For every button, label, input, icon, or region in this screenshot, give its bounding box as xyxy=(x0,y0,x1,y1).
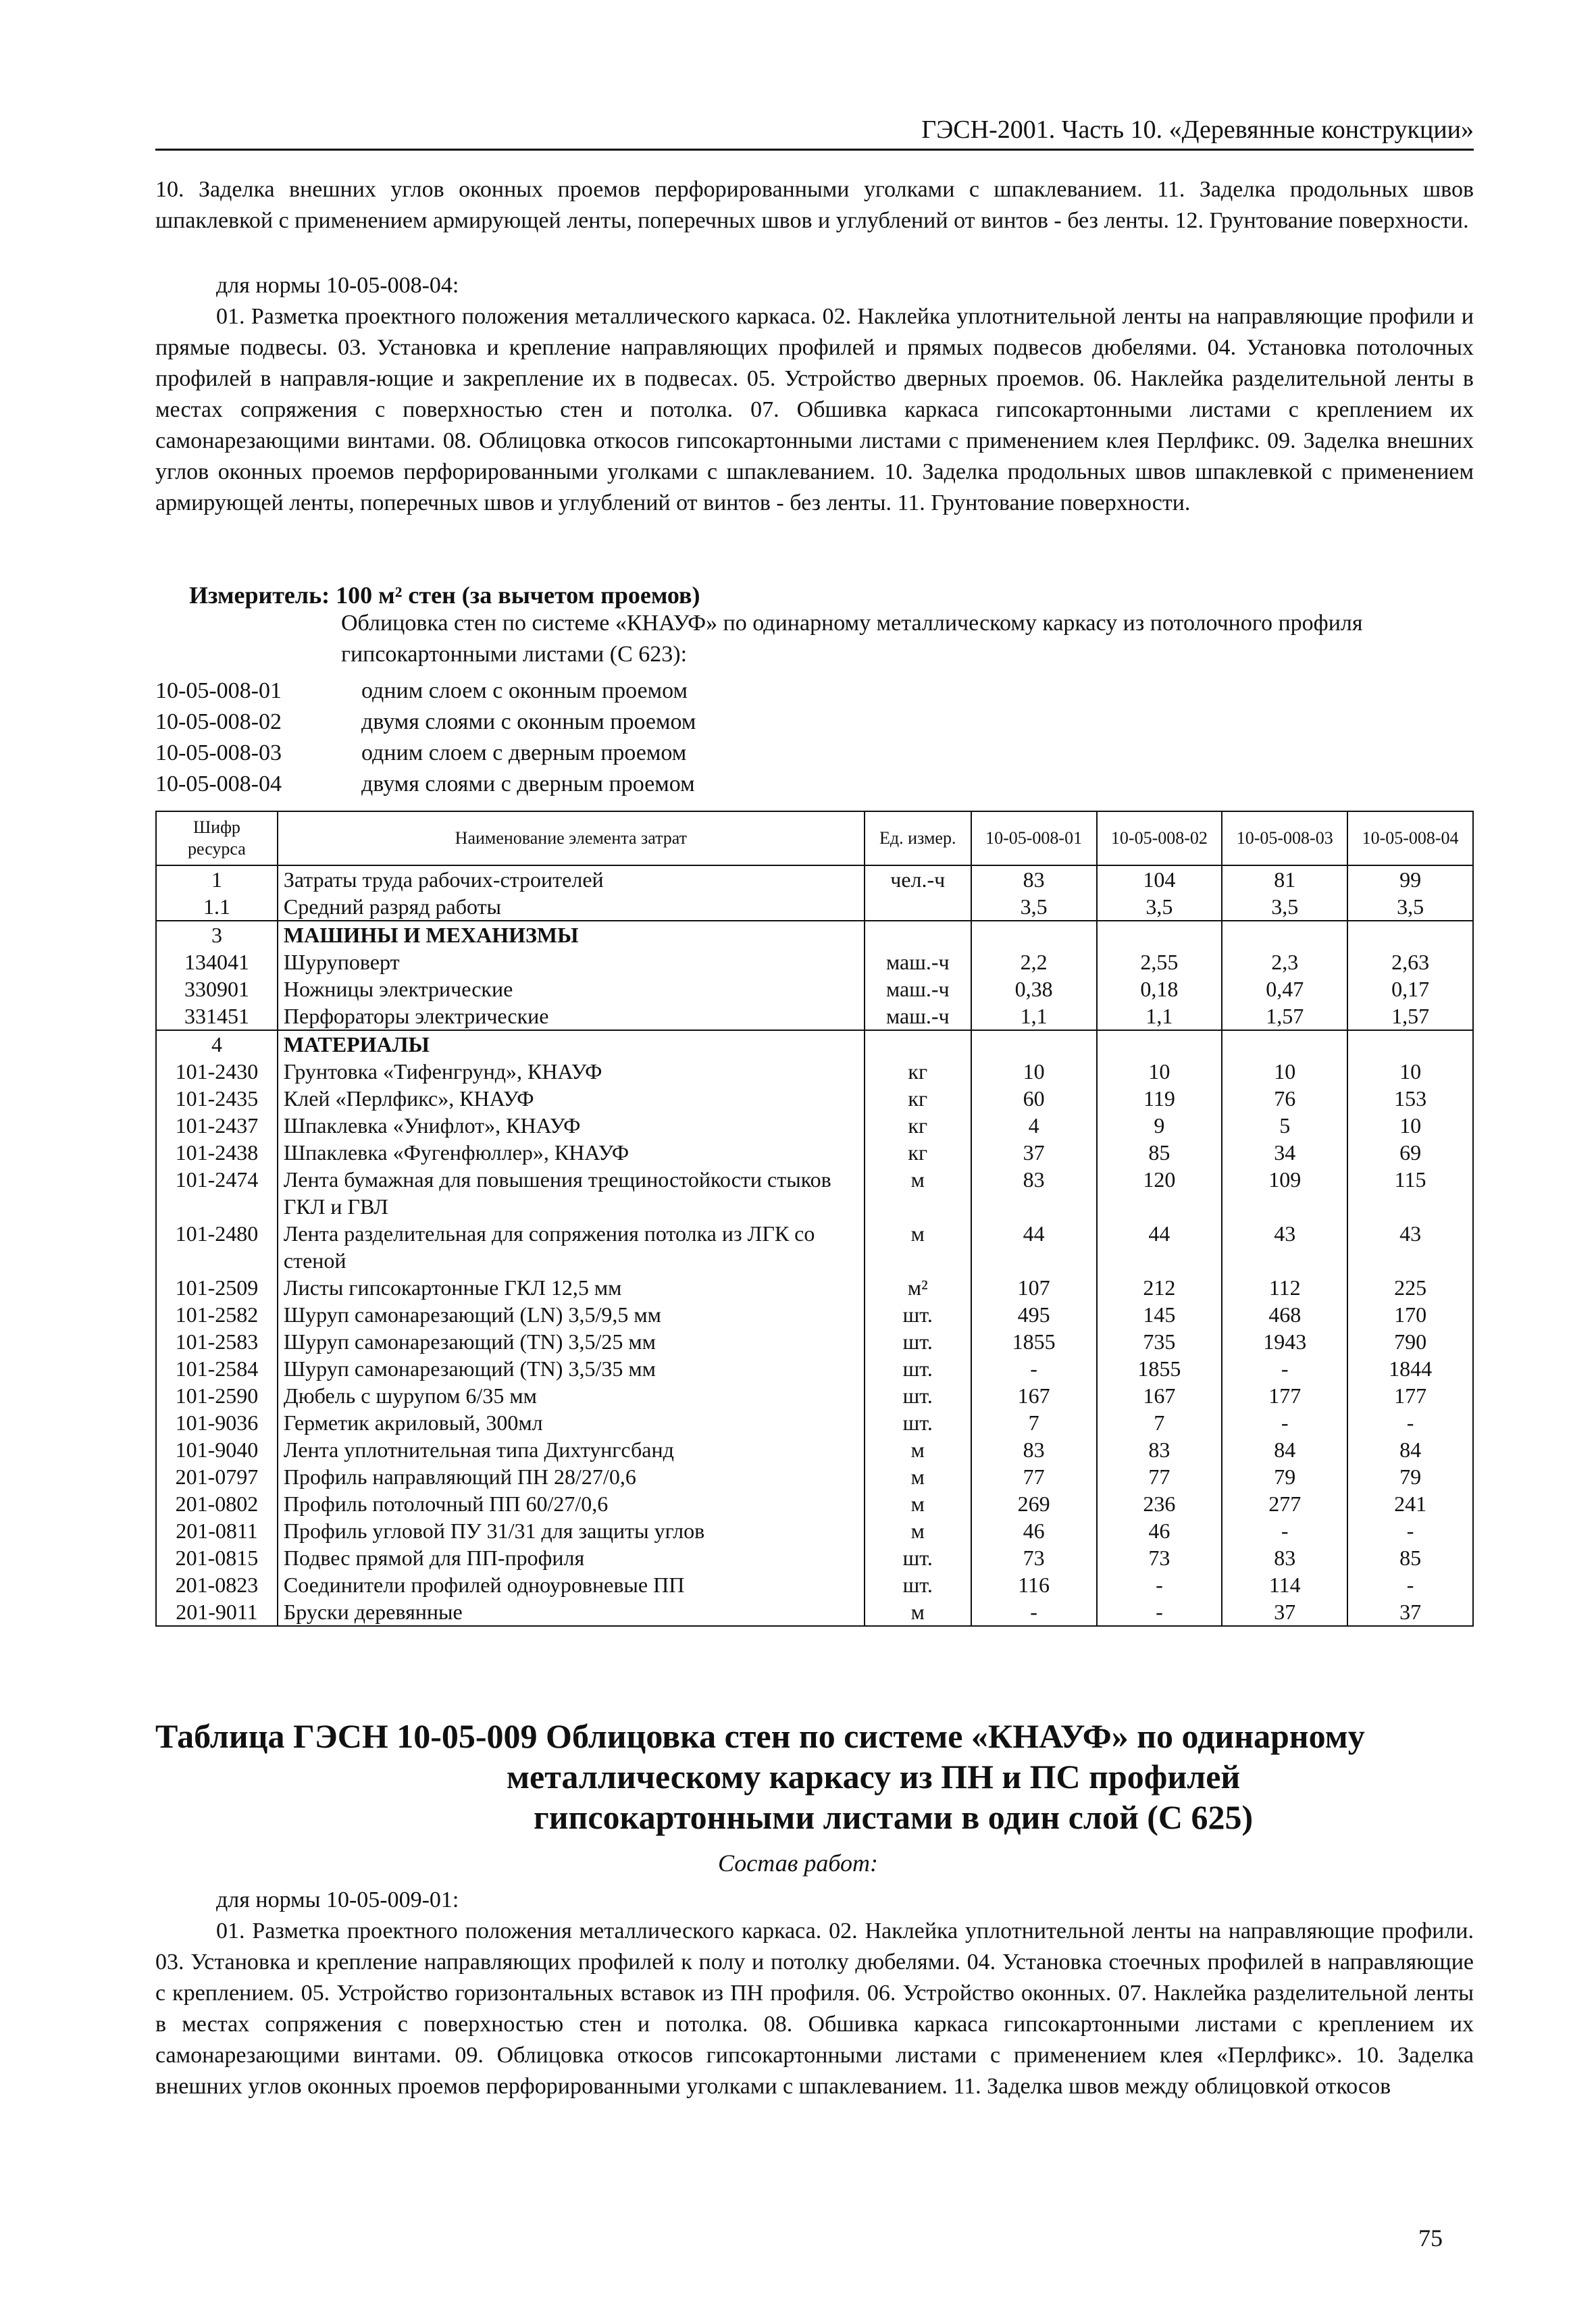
cell-norm-value: 5 xyxy=(1222,1112,1347,1139)
cell-norm-value: - xyxy=(971,1355,1097,1382)
cell-unit: кг xyxy=(865,1139,971,1166)
cell-resource-code: 3 xyxy=(156,921,278,948)
cell-norm-value: 76 xyxy=(1222,1085,1347,1112)
table-row xyxy=(156,1220,1473,1274)
cell-norm-value: 79 xyxy=(1222,1463,1347,1490)
cell-cost-element: Дюбель с шурупом 6/35 мм xyxy=(278,1382,865,1409)
page-number: 75 xyxy=(1418,2225,1443,2252)
cell-norm-value: 37 xyxy=(1222,1598,1347,1626)
cell-resource-code: 201-0811 xyxy=(156,1517,278,1544)
cell-norm-value: 10 xyxy=(971,1058,1097,1085)
section-subtitle: Состав работ: xyxy=(718,1850,878,1877)
cell-norm-value: 3,5 xyxy=(1347,893,1473,921)
table-row xyxy=(156,1409,1473,1436)
cell-norm-value: 43 xyxy=(1222,1220,1347,1274)
cell-norm-value xyxy=(971,921,1097,948)
cell-norm-value: 81 xyxy=(1222,865,1347,893)
cell-resource-code: 201-0802 xyxy=(156,1490,278,1517)
cell-norm-value: 83 xyxy=(971,1166,1097,1220)
cell-norm-value: 83 xyxy=(1097,1436,1222,1463)
cell-norm-value: 9 xyxy=(1097,1112,1222,1139)
cell-cost-element: Грунтовка «Тифенгрунд», КНАУФ xyxy=(278,1058,865,1085)
cell-resource-code: 201-9011 xyxy=(156,1598,278,1626)
cell-cost-element: Ножницы электрические xyxy=(278,975,865,1002)
column-header-norm-03: 10-05-008-03 xyxy=(1222,811,1347,865)
cell-resource-code: 331451 xyxy=(156,1002,278,1030)
cell-norm-value: 85 xyxy=(1347,1544,1473,1571)
cell-norm-value: 112 xyxy=(1222,1274,1347,1301)
cell-norm-value: 44 xyxy=(971,1220,1097,1274)
cell-norm-value: 120 xyxy=(1097,1166,1222,1220)
cell-unit: маш.-ч xyxy=(865,948,971,975)
norm-name: одним слоем с дверным проемом xyxy=(361,740,687,765)
cell-norm-value: 83 xyxy=(971,865,1097,893)
cell-norm-value: - xyxy=(1222,1355,1347,1382)
cell-unit: шт. xyxy=(865,1409,971,1436)
cell-norm-value: 34 xyxy=(1222,1139,1347,1166)
cell-norm-value: 225 xyxy=(1347,1274,1473,1301)
cell-norm-value: 10 xyxy=(1097,1058,1222,1085)
cell-norm-value: 116 xyxy=(971,1571,1097,1598)
paragraph-work-items-end: 10. Заделка внешних углов оконных проемов перфорированными уголками с шпаклеванием. 11. Заделка продольных швов шпаклевкой с применением армирующей ленты, поперечных швов и углублений от винтов - без ленты. 12. Грунтование поверхности. xyxy=(155,177,1474,233)
cell-norm-value: - xyxy=(1347,1517,1473,1544)
section-title-line: Таблица ГЭСН 10-05-009 Облицовка стен по системе «КНАУФ» по одинарному xyxy=(155,1717,1365,1755)
cell-unit: шт. xyxy=(865,1382,971,1409)
cell-norm-value: 4 xyxy=(971,1112,1097,1139)
cell-resource-code: 101-2583 xyxy=(156,1328,278,1355)
cell-cost-element: Профиль угловой ПУ 31/31 для защиты углов xyxy=(278,1517,865,1544)
cell-unit: м xyxy=(865,1490,971,1517)
table-row xyxy=(156,1301,1473,1328)
table-row xyxy=(156,1598,1473,1626)
cell-cost-element: Лента разделительная для сопряжения потолка из ЛГК со стеной xyxy=(278,1220,865,1274)
table-row xyxy=(156,1085,1473,1112)
cell-cost-element: Шуруп самонарезающий (LN) 3,5/9,5 мм xyxy=(278,1301,865,1328)
cell-norm-value: 1,1 xyxy=(971,1002,1097,1030)
cell-cost-element: Перфораторы электрические xyxy=(278,1002,865,1030)
norm-label-009-01: для нормы 10-05-009-01: xyxy=(216,1887,459,1912)
table-row xyxy=(156,948,1473,975)
cell-norm-value: 73 xyxy=(971,1544,1097,1571)
cell-norm-value: 212 xyxy=(1097,1274,1222,1301)
cell-resource-code: 101-2582 xyxy=(156,1301,278,1328)
norm-variants-list xyxy=(155,676,1474,800)
cell-norm-value: 0,47 xyxy=(1222,975,1347,1002)
cell-unit: м xyxy=(865,1220,971,1274)
cell-unit: шт. xyxy=(865,1571,971,1598)
table-row xyxy=(156,893,1473,921)
cell-norm-value: 1855 xyxy=(971,1328,1097,1355)
cell-norm-value: 495 xyxy=(971,1301,1097,1328)
cell-resource-code: 201-0815 xyxy=(156,1544,278,1571)
cell-resource-code: 1.1 xyxy=(156,893,278,921)
table-section-row xyxy=(156,921,1473,948)
table-row xyxy=(156,1274,1473,1301)
cell-norm-value: 77 xyxy=(971,1463,1097,1490)
norm-code: 10-05-008-03 xyxy=(155,740,282,765)
cell-norm-value: 115 xyxy=(1347,1166,1473,1220)
table-row xyxy=(156,1112,1473,1139)
cell-norm-value: 269 xyxy=(971,1490,1097,1517)
cell-cost-element: Листы гипсокартонные ГКЛ 12,5 мм xyxy=(278,1274,865,1301)
cell-unit: чел.-ч xyxy=(865,865,971,893)
cell-norm-value: 1,1 xyxy=(1097,1002,1222,1030)
cell-cost-element: Шпаклевка «Фугенфюллер», КНАУФ xyxy=(278,1139,865,1166)
table-row xyxy=(156,1517,1473,1544)
cell-norm-value: 37 xyxy=(971,1139,1097,1166)
cell-unit: шт. xyxy=(865,1355,971,1382)
cell-norm-value: 73 xyxy=(1097,1544,1222,1571)
cell-unit: маш.-ч xyxy=(865,975,971,1002)
cell-norm-value: - xyxy=(1222,1517,1347,1544)
cell-norm-value: - xyxy=(1222,1409,1347,1436)
paragraph-work-composition-008-04: 01. Разметка проектного положения металлического каркаса. 02. Наклейка уплотнительной ленты на направляющие профили и прямые подвесы. 03. Установка и крепление направляющих профилей и прямых подвесов дюбелями. 04. Установка потолочных профилей в направля-ющие и закрепление их в подвесах. 05. Устройство дверных проемов. 06. Наклейка разделительной ленты в местах сопряжения с поверхностью стен и потолка. 07. Обшивка каркаса гипсокартонными листами с креплением их самонарезающими винтами. 08. Облицовка откосов гипсокартонными листами с применением клея Перлфикс. 09. Заделка внешних углов оконных проемов перфорированными уголками с шпаклеванием. 10. Заделка продольных швов шпаклевкой с применением армирующей ленты, поперечных швов и углублений от винтов - без ленты. 11. Грунтование поверхности. xyxy=(155,304,1474,515)
cell-norm-value: 79 xyxy=(1347,1463,1473,1490)
norm-code: 10-05-008-04 xyxy=(155,771,282,796)
cell-cost-element: МАТЕРИАЛЫ xyxy=(278,1030,865,1058)
cell-norm-value: 468 xyxy=(1222,1301,1347,1328)
table-row xyxy=(156,1058,1473,1085)
table-row xyxy=(156,1328,1473,1355)
cell-norm-value: 153 xyxy=(1347,1085,1473,1112)
cell-resource-code: 101-2480 xyxy=(156,1220,278,1274)
cell-norm-value: 3,5 xyxy=(1222,893,1347,921)
cell-unit: маш.-ч xyxy=(865,1002,971,1030)
cell-norm-value: 99 xyxy=(1347,865,1473,893)
cell-unit: м xyxy=(865,1436,971,1463)
cell-norm-value: 104 xyxy=(1097,865,1222,893)
cell-norm-value xyxy=(1222,921,1347,948)
cell-resource-code: 101-2438 xyxy=(156,1139,278,1166)
cell-resource-code: 101-2430 xyxy=(156,1058,278,1085)
cell-norm-value: - xyxy=(971,1598,1097,1626)
cell-unit: шт. xyxy=(865,1301,971,1328)
cell-unit xyxy=(865,921,971,948)
norm-name: одним слоем с оконным проемом xyxy=(361,678,688,703)
cell-resource-code: 134041 xyxy=(156,948,278,975)
cell-norm-value: 2,63 xyxy=(1347,948,1473,975)
cell-norm-value: 43 xyxy=(1347,1220,1473,1274)
cell-norm-value: 84 xyxy=(1347,1436,1473,1463)
table-row xyxy=(156,1544,1473,1571)
cell-norm-value: 85 xyxy=(1097,1139,1222,1166)
cell-norm-value: 7 xyxy=(971,1409,1097,1436)
section-title xyxy=(155,1716,1474,1837)
table-row xyxy=(156,1490,1473,1517)
cell-norm-value: 10 xyxy=(1347,1112,1473,1139)
cell-norm-value: 60 xyxy=(971,1085,1097,1112)
norm-variant xyxy=(155,707,1474,738)
cell-norm-value xyxy=(971,1030,1097,1058)
cell-norm-value: - xyxy=(1347,1409,1473,1436)
cell-unit: м xyxy=(865,1517,971,1544)
cell-norm-value: 83 xyxy=(971,1436,1097,1463)
table-row xyxy=(156,1436,1473,1463)
cell-norm-value: 1855 xyxy=(1097,1355,1222,1382)
cell-cost-element: Шуруп самонарезающий (TN) 3,5/35 мм xyxy=(278,1355,865,1382)
cell-norm-value: 3,5 xyxy=(1097,893,1222,921)
cell-resource-code: 101-2474 xyxy=(156,1166,278,1220)
cell-unit: кг xyxy=(865,1085,971,1112)
cell-norm-value: 167 xyxy=(1097,1382,1222,1409)
norm-name: двумя слоями с дверным проемом xyxy=(361,771,695,796)
cell-resource-code: 101-2435 xyxy=(156,1085,278,1112)
table-row xyxy=(156,1139,1473,1166)
cell-norm-value: 177 xyxy=(1222,1382,1347,1409)
cell-norm-value: 119 xyxy=(1097,1085,1222,1112)
cell-unit: м xyxy=(865,1463,971,1490)
paragraph-work-composition-009-01: 01. Разметка проектного положения металлического каркаса. 02. Наклейка уплотнительной ленты на направляющие профили. 03. Установка и крепление направляющих профилей к полу и потолку дюбелями. 04. Установка стоечных профилей в направляющие с креплением. 05. Устройство горизонтальных вставок из ПН профиля. 06. Устройство оконных. 07. Наклейка разделительной ленты в местах сопряжения с поверхностью стен и потолка. 08. Обшивка каркаса гипсокартонными листами с креплением их самонарезающими винтами. 09. Облицовка откосов гипсокартонными листами с применением клея «Перлфикс». 10. Заделка внешних углов оконных проемов перфорированными уголками с шпаклеванием. 11. Заделка швов между облицовкой откосов xyxy=(155,1918,1474,2099)
cell-resource-code: 101-9040 xyxy=(156,1436,278,1463)
table-header-row xyxy=(156,811,1473,865)
cell-norm-value xyxy=(1097,921,1222,948)
cell-norm-value: 10 xyxy=(1347,1058,1473,1085)
cell-resource-code: 4 xyxy=(156,1030,278,1058)
cell-norm-value: 109 xyxy=(1222,1166,1347,1220)
cell-norm-value: 167 xyxy=(971,1382,1097,1409)
cell-cost-element: Шуруповерт xyxy=(278,948,865,975)
column-header-norm-01: 10-05-008-01 xyxy=(971,811,1097,865)
cell-norm-value: 0,18 xyxy=(1097,975,1222,1002)
cell-resource-code: 101-2584 xyxy=(156,1355,278,1382)
norm-variant xyxy=(155,769,1474,800)
cell-cost-element: МАШИНЫ И МЕХАНИЗМЫ xyxy=(278,921,865,948)
cell-norm-value: 69 xyxy=(1347,1139,1473,1166)
cell-cost-element: Профиль потолочный ПП 60/27/0,6 xyxy=(278,1490,865,1517)
table-row xyxy=(156,1463,1473,1490)
cell-norm-value xyxy=(1347,921,1473,948)
cell-cost-element: Клей «Перлфикс», КНАУФ xyxy=(278,1085,865,1112)
table-row xyxy=(156,975,1473,1002)
column-header-unit: Ед. измер. xyxy=(865,811,971,865)
cell-norm-value: 10 xyxy=(1222,1058,1347,1085)
cell-resource-code: 201-0823 xyxy=(156,1571,278,1598)
cell-resource-code: 101-2509 xyxy=(156,1274,278,1301)
cost-elements-table xyxy=(155,811,1474,1627)
cell-cost-element: Бруски деревянные xyxy=(278,1598,865,1626)
norm-variant xyxy=(155,676,1474,707)
cell-norm-value: 83 xyxy=(1222,1544,1347,1571)
norm-variant xyxy=(155,738,1474,769)
column-header-resource-code: Шифр ресурса xyxy=(156,811,278,865)
cell-resource-code: 330901 xyxy=(156,975,278,1002)
cell-norm-value: 46 xyxy=(971,1517,1097,1544)
cell-norm-value: 1943 xyxy=(1222,1328,1347,1355)
cell-cost-element: Шуруп самонарезающий (TN) 3,5/25 мм xyxy=(278,1328,865,1355)
cell-unit: м² xyxy=(865,1274,971,1301)
cell-resource-code: 101-2590 xyxy=(156,1382,278,1409)
cell-norm-value: - xyxy=(1097,1571,1222,1598)
cell-cost-element: Лента уплотнительная типа Дихтунгсбанд xyxy=(278,1436,865,1463)
cell-norm-value: 2,3 xyxy=(1222,948,1347,975)
cell-unit: кг xyxy=(865,1058,971,1085)
table-row xyxy=(156,1166,1473,1220)
cell-norm-value: 46 xyxy=(1097,1517,1222,1544)
table-body xyxy=(156,865,1473,1626)
cell-norm-value: - xyxy=(1347,1571,1473,1598)
cell-norm-value: 2,55 xyxy=(1097,948,1222,975)
cell-norm-value: 44 xyxy=(1097,1220,1222,1274)
cell-cost-element: Средний разряд работы xyxy=(278,893,865,921)
cell-unit: м xyxy=(865,1598,971,1626)
table-row xyxy=(156,1382,1473,1409)
cell-unit xyxy=(865,893,971,921)
table-row xyxy=(156,1355,1473,1382)
norm-code: 10-05-008-01 xyxy=(155,678,282,703)
cell-cost-element: Лента бумажная для повышения трещиностойкости стыков ГКЛ и ГВЛ xyxy=(278,1166,865,1220)
cell-norm-value: 7 xyxy=(1097,1409,1222,1436)
cell-norm-value xyxy=(1347,1030,1473,1058)
cell-norm-value: 0,17 xyxy=(1347,975,1473,1002)
cell-norm-value: 735 xyxy=(1097,1328,1222,1355)
cell-norm-value: 1,57 xyxy=(1347,1002,1473,1030)
norm-group-description: Облицовка стен по системе «КНАУФ» по одинарному металлическому каркасу из потолочного профиля гипсокартонными листами (С 623): xyxy=(341,611,1363,667)
cell-unit: м xyxy=(865,1166,971,1220)
table-section-row xyxy=(156,865,1473,893)
table-section-row xyxy=(156,1030,1473,1058)
cell-cost-element: Затраты труда рабочих-строителей xyxy=(278,865,865,893)
norm-label-008-04: для нормы 10-05-008-04: xyxy=(216,273,459,298)
cell-cost-element: Соединители профилей одноуровневые ПП xyxy=(278,1571,865,1598)
cell-norm-value xyxy=(1222,1030,1347,1058)
cell-unit: шт. xyxy=(865,1328,971,1355)
cell-norm-value: 37 xyxy=(1347,1598,1473,1626)
cell-unit: кг xyxy=(865,1112,971,1139)
column-header-norm-04: 10-05-008-04 xyxy=(1347,811,1473,865)
cell-norm-value: 790 xyxy=(1347,1328,1473,1355)
cell-norm-value: - xyxy=(1097,1598,1222,1626)
cell-norm-value: 0,38 xyxy=(971,975,1097,1002)
cell-norm-value: 236 xyxy=(1097,1490,1222,1517)
cell-norm-value: 170 xyxy=(1347,1301,1473,1328)
cell-norm-value xyxy=(1097,1030,1222,1058)
cell-resource-code: 101-9036 xyxy=(156,1409,278,1436)
cell-norm-value: 241 xyxy=(1347,1490,1473,1517)
cell-resource-code: 1 xyxy=(156,865,278,893)
cell-norm-value: 145 xyxy=(1097,1301,1222,1328)
cell-norm-value: 84 xyxy=(1222,1436,1347,1463)
section-title-line: гипсокартонными листами в один слой (С 625) xyxy=(534,1798,1254,1836)
cell-cost-element: Профиль направляющий ПН 28/27/0,6 xyxy=(278,1463,865,1490)
cell-norm-value: 277 xyxy=(1222,1490,1347,1517)
table-row xyxy=(156,1002,1473,1030)
running-header: ГЭСН-2001. Часть 10. «Деревянные конструкции» xyxy=(155,115,1474,151)
cell-norm-value: 2,2 xyxy=(971,948,1097,975)
cell-norm-value: 1,57 xyxy=(1222,1002,1347,1030)
column-header-norm-02: 10-05-008-02 xyxy=(1097,811,1222,865)
measurement-unit: Измеритель: 100 м² стен (за вычетом проемов) xyxy=(189,582,700,609)
cell-cost-element: Шпаклевка «Унифлот», КНАУФ xyxy=(278,1112,865,1139)
column-header-cost-element: Наименование элемента затрат xyxy=(278,811,865,865)
cell-resource-code: 101-2437 xyxy=(156,1112,278,1139)
cell-resource-code: 201-0797 xyxy=(156,1463,278,1490)
cell-unit xyxy=(865,1030,971,1058)
cell-norm-value: 1844 xyxy=(1347,1355,1473,1382)
table-row xyxy=(156,1571,1473,1598)
cell-unit: шт. xyxy=(865,1544,971,1571)
cell-norm-value: 107 xyxy=(971,1274,1097,1301)
cell-cost-element: Подвес прямой для ПП-профиля xyxy=(278,1544,865,1571)
norm-code: 10-05-008-02 xyxy=(155,709,282,734)
cell-norm-value: 177 xyxy=(1347,1382,1473,1409)
section-title-line: металлическому каркасу из ПН и ПС профилей xyxy=(507,1758,1241,1796)
norm-name: двумя слоями с оконным проемом xyxy=(361,709,696,734)
cell-norm-value: 114 xyxy=(1222,1571,1347,1598)
cell-norm-value: 77 xyxy=(1097,1463,1222,1490)
cell-norm-value: 3,5 xyxy=(971,893,1097,921)
cell-cost-element: Герметик акриловый, 300мл xyxy=(278,1409,865,1436)
